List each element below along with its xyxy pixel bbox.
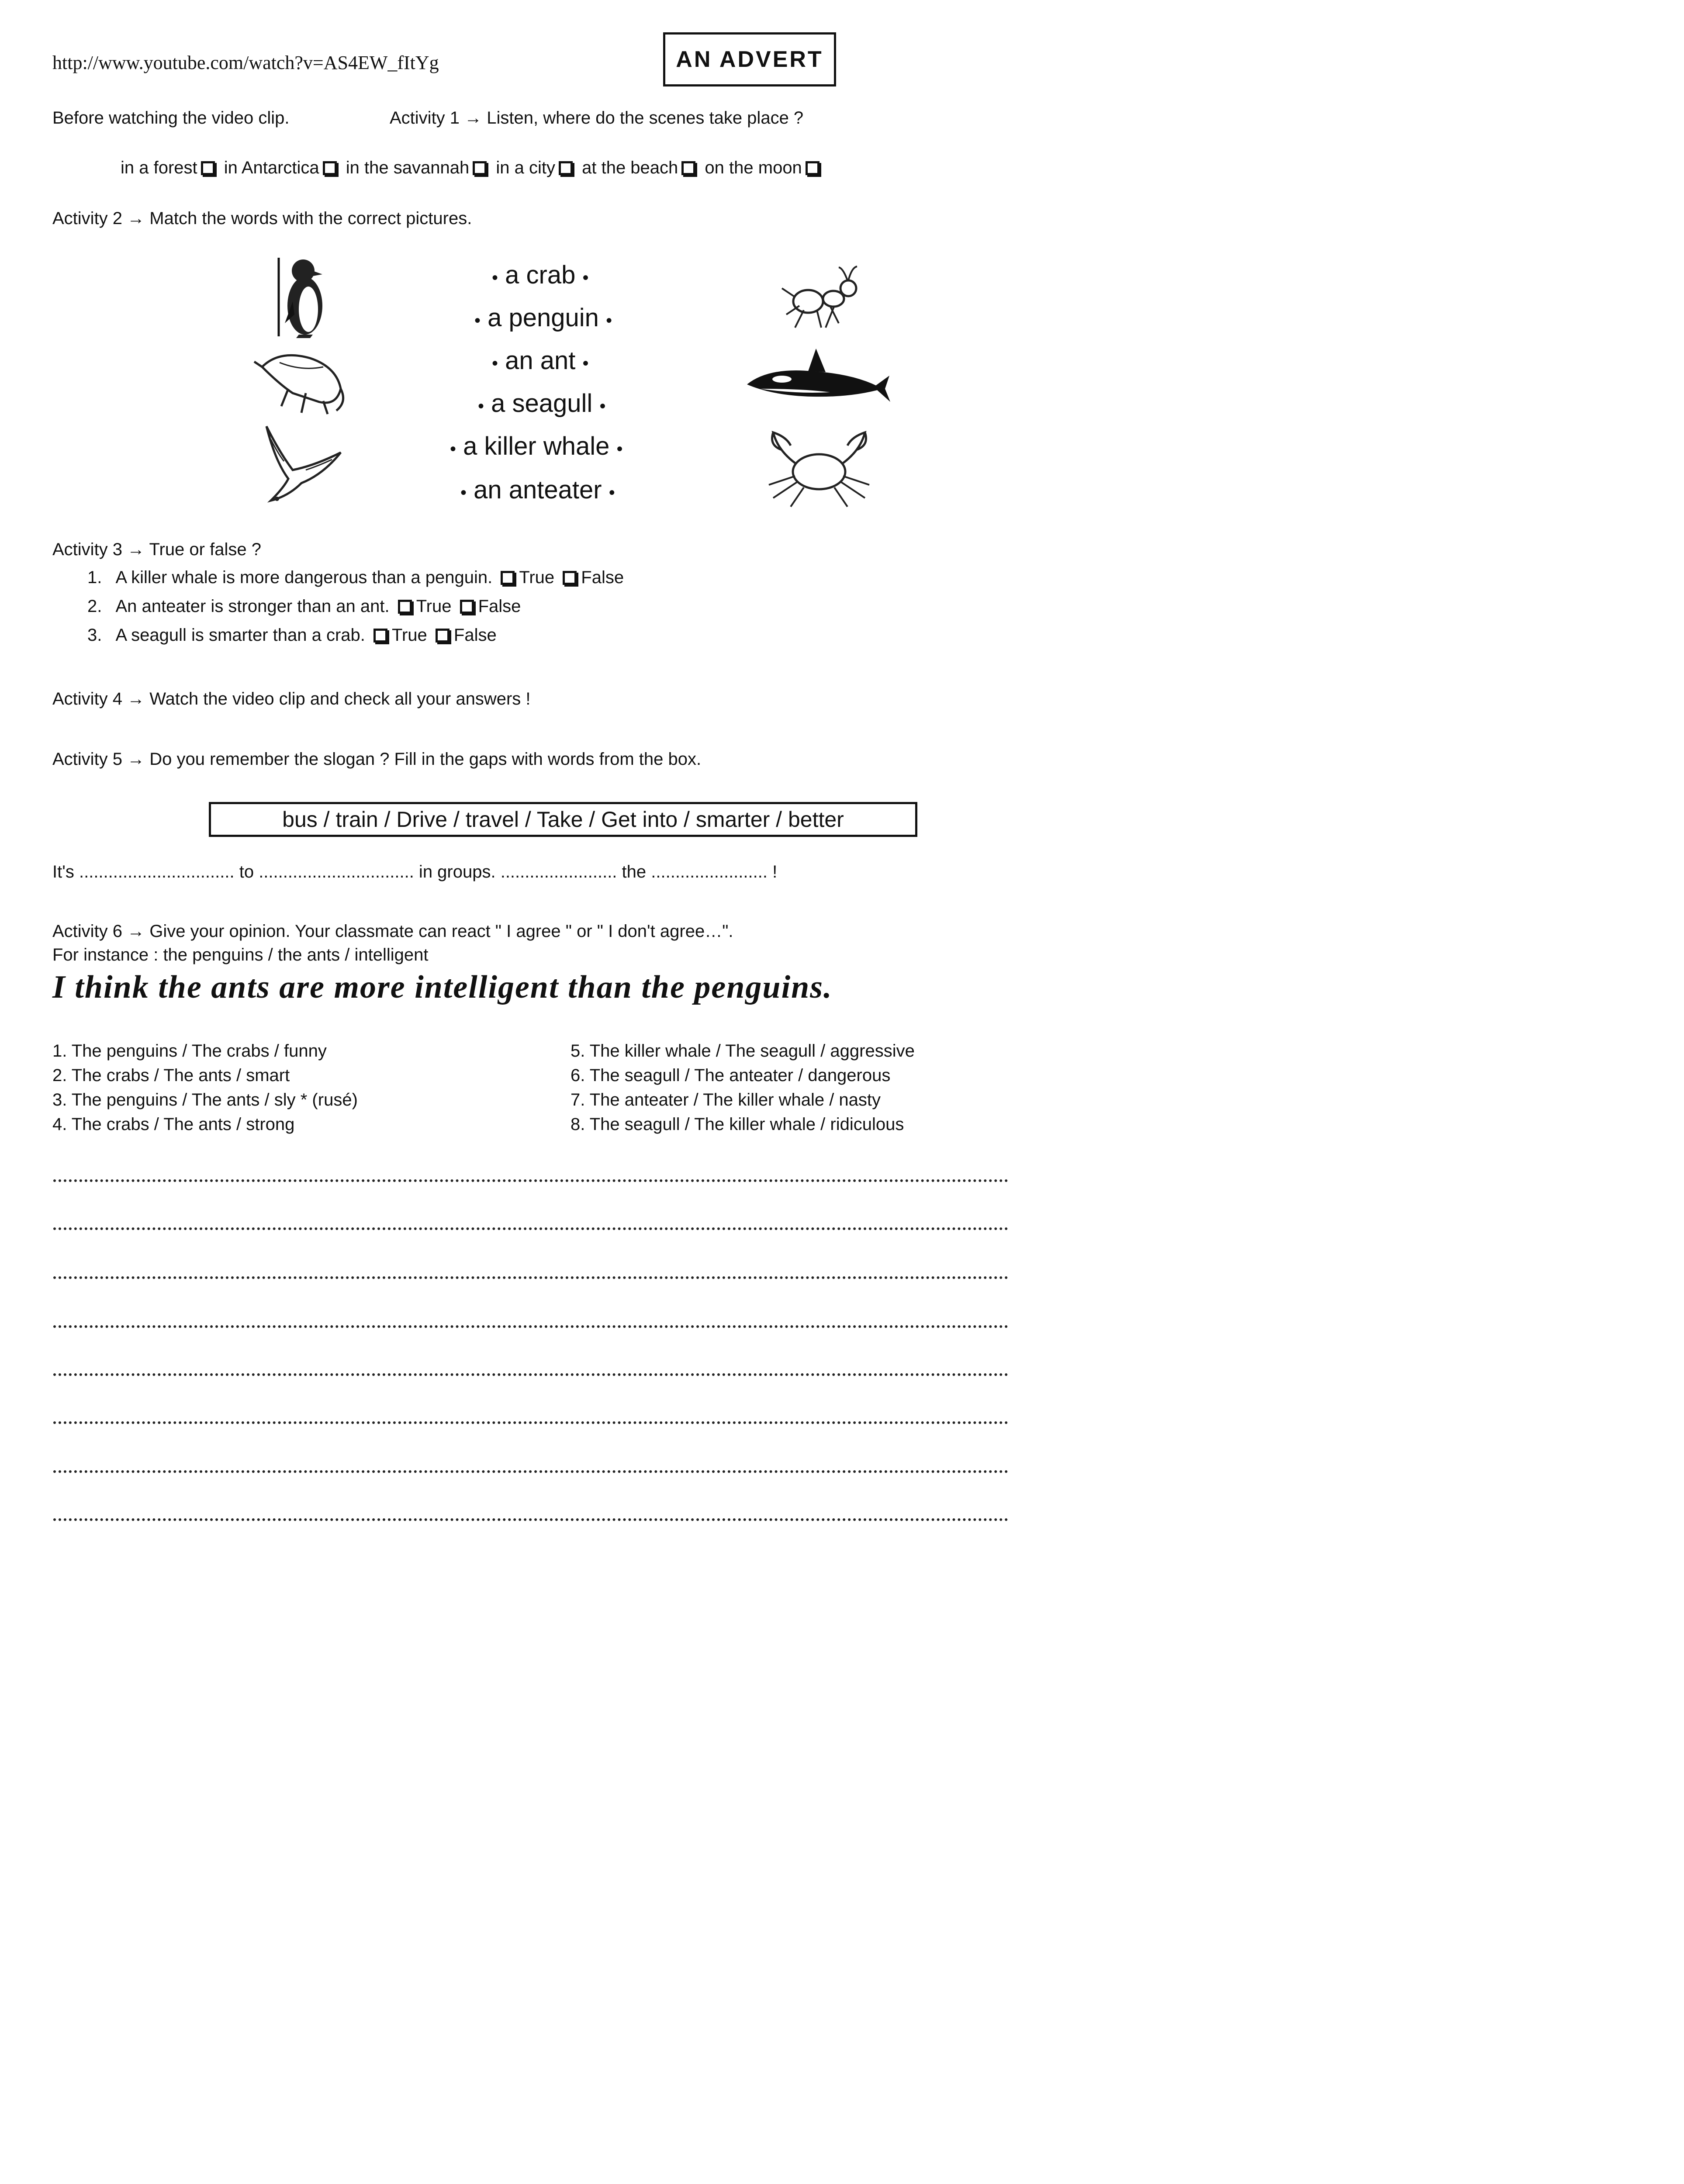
false-checkbox[interactable] — [563, 571, 577, 585]
word-label: an ant — [505, 346, 576, 375]
word-label: a crab — [505, 261, 576, 289]
tf-item — [87, 625, 497, 645]
answer-line[interactable] — [53, 1276, 1008, 1279]
slogan-gapfill[interactable]: It's ................................ to ................................ in groups. ........................ the ........................ ! — [52, 862, 778, 881]
true-label: True — [416, 597, 452, 616]
true-checkbox[interactable] — [373, 629, 387, 643]
item-text: An anteater is stronger than an ant. — [115, 597, 390, 616]
item-number: 2. — [87, 597, 102, 616]
opinion-item: 8. The seagull / The killer whale / ridiculous — [571, 1115, 904, 1134]
option-label: on the moon — [705, 158, 802, 177]
anteater-picture — [253, 341, 349, 415]
checkbox[interactable] — [681, 161, 695, 175]
false-checkbox[interactable] — [436, 629, 450, 643]
checkbox[interactable] — [559, 161, 573, 175]
opinion-item: 1. The penguins / The crabs / funny — [52, 1041, 327, 1061]
answer-line[interactable] — [53, 1227, 1008, 1230]
answer-line[interactable] — [53, 1421, 1008, 1424]
true-label: True — [519, 568, 555, 587]
page-title: AN ADVERT — [663, 32, 836, 86]
tf-item — [87, 597, 521, 616]
handwritten-example: I think the ants are more intelligent than the penguins. — [52, 969, 833, 1005]
word-item: • a penguin • — [474, 304, 612, 332]
word-label: a penguin — [488, 304, 599, 332]
activity2-prompt: Activity 2 → Match the words with the correct pictures. — [52, 209, 472, 228]
false-label: False — [453, 625, 497, 645]
answer-line[interactable] — [53, 1470, 1008, 1473]
activity6-prompt: Activity 6 → Give your opinion. Your classmate can react " I agree " or " I don't agree…". — [52, 922, 733, 941]
word-bank-box: bus / train / Drive / travel / Take / Get into / smarter / better — [209, 802, 917, 837]
activity6-instance: For instance : the penguins / the ants / intelligent — [52, 945, 429, 964]
answer-line[interactable] — [53, 1373, 1008, 1376]
option-label: in Antarctica — [224, 158, 319, 177]
word-label: a killer whale — [463, 432, 610, 460]
item-number: 1. — [87, 568, 102, 587]
opinion-item: 4. The crabs / The ants / strong — [52, 1115, 295, 1134]
checkbox[interactable] — [323, 161, 337, 175]
opinion-item: 7. The anteater / The killer whale / nasty — [571, 1090, 881, 1109]
true-checkbox[interactable] — [501, 571, 515, 585]
activity3-prompt: Activity 3 → True or false ? — [52, 540, 261, 559]
checkbox[interactable] — [806, 161, 820, 175]
item-text: A seagull is smarter than a crab. — [115, 625, 365, 645]
activity1-prompt: Activity 1 → Listen, where do the scenes take place ? — [390, 108, 804, 128]
answer-line[interactable] — [53, 1179, 1008, 1182]
killer-whale-picture — [743, 345, 891, 415]
option-label: at the beach — [582, 158, 678, 177]
word-item: • a seagull • — [478, 389, 606, 418]
answer-line[interactable] — [53, 1518, 1008, 1521]
activity4-prompt: Activity 4 → Watch the video clip and check all your answers ! — [52, 689, 531, 708]
activity5-prompt: Activity 5 → Do you remember the slogan ? Fill in the gaps with words from the box. — [52, 750, 702, 769]
seagull-picture — [253, 422, 349, 509]
item-number: 3. — [87, 625, 102, 645]
item-text: A killer whale is more dangerous than a penguin. — [115, 568, 493, 587]
false-label: False — [581, 568, 624, 587]
false-checkbox[interactable] — [460, 600, 474, 614]
opinion-item: 5. The killer whale / The seagull / aggressive — [571, 1041, 915, 1061]
opinion-item: 6. The seagull / The anteater / dangerous — [571, 1066, 891, 1085]
checkbox[interactable] — [201, 161, 215, 175]
checkbox[interactable] — [473, 161, 487, 175]
false-label: False — [478, 597, 521, 616]
word-label: a seagull — [491, 389, 593, 418]
word-item: • an ant • — [492, 346, 589, 375]
opinion-item: 2. The crabs / The ants / smart — [52, 1066, 290, 1085]
word-label: an anteater — [474, 476, 602, 504]
before-watching-label: Before watching the video clip. — [52, 108, 290, 128]
option-label: in a forest — [121, 158, 197, 177]
option-label: in a city — [496, 158, 555, 177]
option-label: in the savannah — [346, 158, 470, 177]
penguin-picture — [271, 253, 332, 341]
word-item: • a crab • — [492, 261, 589, 289]
tf-item — [87, 568, 624, 587]
true-label: True — [392, 625, 427, 645]
video-url[interactable]: http://www.youtube.com/watch?v=AS4EW_fItYg — [52, 52, 439, 73]
opinion-item: 3. The penguins / The ants / sly * (rusé) — [52, 1090, 358, 1109]
word-item: • a killer whale • — [450, 432, 623, 460]
ant-picture — [778, 262, 861, 332]
true-checkbox[interactable] — [398, 600, 412, 614]
word-item: • an anteater • — [460, 476, 615, 504]
activity1-options — [121, 158, 824, 178]
crab-picture — [760, 424, 878, 511]
answer-line[interactable] — [53, 1325, 1008, 1328]
